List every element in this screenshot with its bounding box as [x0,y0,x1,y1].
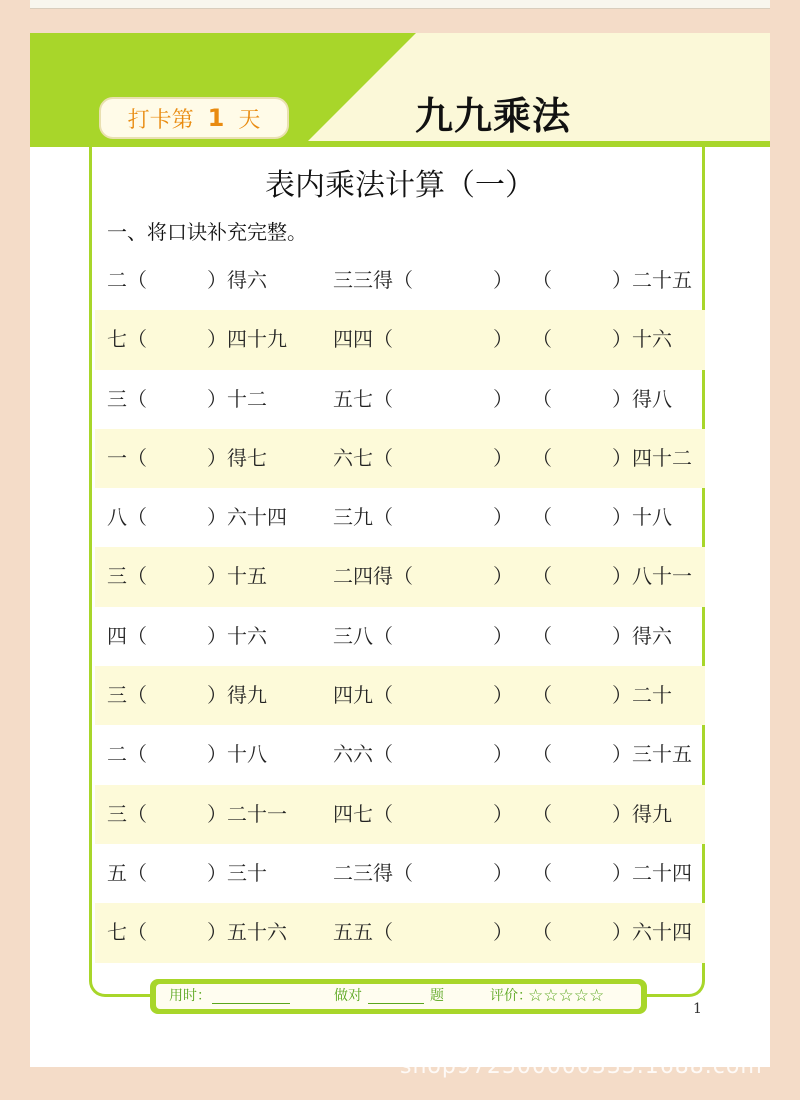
exercise-item-3[interactable]: （ ）八十一 [532,564,692,589]
exercise-item-3[interactable]: （ ）二十四 [532,860,692,885]
exercise-item-2[interactable]: 二四得（ ） [333,564,513,589]
exercise-item-1[interactable]: 三（ ）得九 [107,683,267,708]
exercise-item-1[interactable]: 八（ ）六十四 [107,505,287,530]
footer-bar [150,979,647,1014]
exercise-row [95,370,705,429]
exercise-item-1[interactable]: 三（ ）十二 [107,386,267,411]
correct-count-blank[interactable] [368,1003,424,1004]
exercise-item-2[interactable]: 六七（ ） [333,445,513,470]
previous-page-edge [30,0,770,9]
exercise-row [95,251,705,310]
exercise-row [95,725,705,784]
exercise-item-1[interactable]: 二（ ）得六 [107,268,267,292]
badge-day-number: 1 [207,104,225,132]
exercise-item-2[interactable]: 四四（ ） [333,327,513,352]
exercise-item-1[interactable]: 二（ ）十八 [107,742,267,767]
exercise-row [95,547,705,606]
exercise-item-2[interactable]: 四七（ ） [333,801,513,826]
exercise-row [95,310,705,369]
exercise-item-1[interactable]: 一（ ）得七 [107,445,267,470]
exercise-item-2[interactable]: 五七（ ） [333,386,513,411]
rating-label: 评价： [490,988,532,1004]
exercise-item-3[interactable]: （ ）得九 [532,801,672,826]
exercise-item-3[interactable]: （ ）三十五 [532,742,692,767]
exercise-item-3[interactable]: （ ）得六 [532,623,672,648]
exercise-item-2[interactable]: 三三得（ ） [333,268,513,292]
exercise-item-3[interactable]: （ ）四十二 [532,445,692,470]
exercise-item-3[interactable]: （ ）得八 [532,386,672,411]
worksheet-subtitle: 表内乘法计算（一） [265,168,535,203]
exercise-row [95,488,705,547]
exercise-item-1[interactable]: 三（ ）二十一 [107,801,287,826]
exercise-item-3[interactable]: （ ）二十 [532,683,672,708]
exercise-item-1[interactable]: 五（ ）三十 [107,860,267,885]
page-title: 九九乘法 [415,94,572,138]
exercise-item-1[interactable]: 七（ ）五十六 [107,920,287,945]
exercise-item-3[interactable]: （ ）二十五 [532,268,692,292]
exercise-item-2[interactable]: 三八（ ） [333,623,513,648]
exercise-item-3[interactable]: （ ）十八 [532,505,672,530]
exercise-row [95,903,705,962]
exercise-item-1[interactable]: 四（ ）十六 [107,623,267,648]
exercise-item-2[interactable]: 四九（ ） [333,683,513,708]
time-label: 用时： [169,988,211,1004]
exercise-row [95,429,705,488]
time-blank[interactable] [212,1003,290,1004]
exercise-item-2[interactable]: 三九（ ） [333,505,513,530]
exercise-row [95,607,705,666]
exercise-item-1[interactable]: 七（ ）四十九 [107,327,287,352]
instruction-text: 一、将口诀补充完整。 [107,220,307,244]
exercise-row [95,785,705,844]
exercise-row [95,666,705,725]
exercise-rows [95,251,705,963]
badge-prefix: 打卡第 [127,107,194,133]
exercise-item-1[interactable]: 三（ ）十五 [107,564,267,589]
correct-unit: 题 [430,988,444,1004]
exercise-item-3[interactable]: （ ）十六 [532,327,672,352]
exercise-row [95,844,705,903]
page-number: 1 [693,1001,702,1017]
correct-label: 做对 [334,988,362,1004]
rating-stars[interactable]: ☆☆☆☆☆ [528,986,605,1006]
exercise-item-2[interactable]: 二三得（ ） [333,860,513,885]
watermark-text: shop972300000333.1688.com [400,1054,763,1079]
check-in-badge [99,97,289,139]
exercise-item-3[interactable]: （ ）六十四 [532,920,692,945]
exercise-item-2[interactable]: 五五（ ） [333,920,513,945]
exercise-item-2[interactable]: 六六（ ） [333,742,513,767]
badge-suffix: 天 [238,107,261,133]
